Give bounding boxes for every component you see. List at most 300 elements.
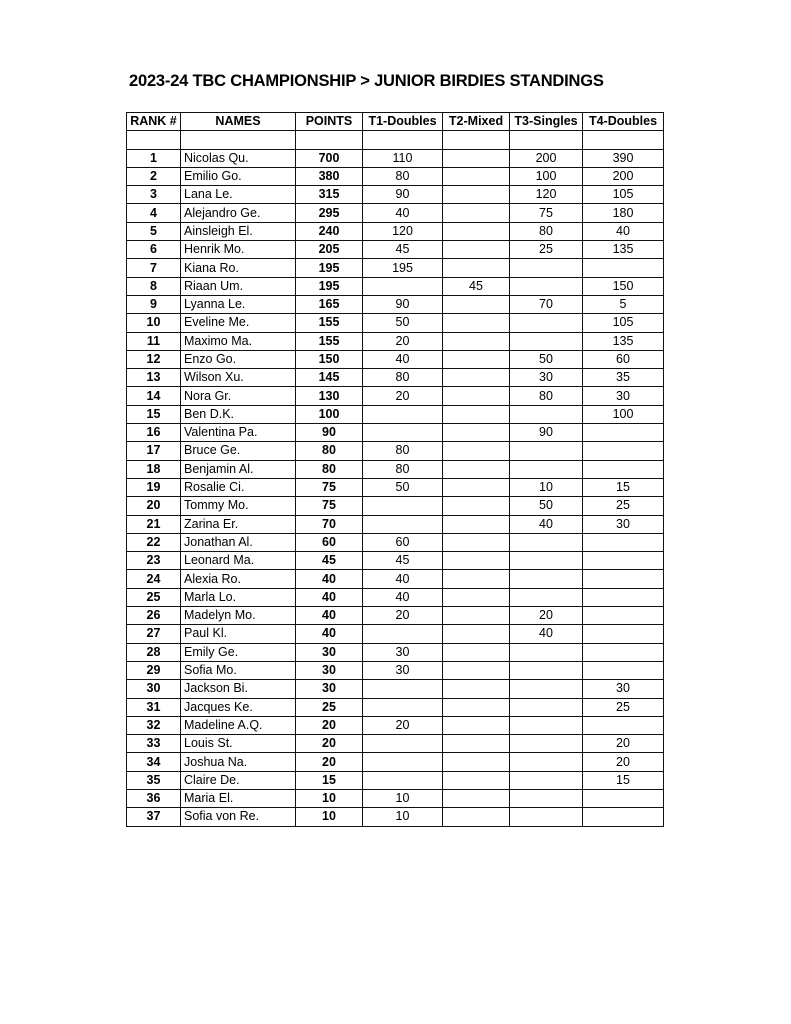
t4-doubles-cell: 150 — [583, 277, 664, 295]
t1-doubles-cell — [363, 625, 443, 643]
rank-cell: 3 — [127, 186, 181, 204]
points-cell: 60 — [296, 533, 363, 551]
table-row — [127, 259, 664, 277]
t4-doubles-cell — [583, 533, 664, 551]
t3-singles-cell — [510, 405, 583, 423]
rank-cell: 24 — [127, 570, 181, 588]
name-cell: Lyanna Le. — [181, 295, 296, 313]
points-cell: 155 — [296, 314, 363, 332]
t1-doubles-cell — [363, 698, 443, 716]
t3-singles-cell — [510, 588, 583, 606]
t3-singles-cell: 75 — [510, 204, 583, 222]
rank-cell: 7 — [127, 259, 181, 277]
table-row — [127, 350, 664, 368]
t2-mixed-cell — [443, 314, 510, 332]
name-cell: Zarina Er. — [181, 515, 296, 533]
name-cell: Lana Le. — [181, 186, 296, 204]
name-cell: Eveline Me. — [181, 314, 296, 332]
header-rank: RANK # — [127, 113, 181, 131]
name-cell: Madeline A.Q. — [181, 716, 296, 734]
t3-singles-cell: 100 — [510, 167, 583, 185]
name-cell: Ainsleigh El. — [181, 222, 296, 240]
t2-mixed-cell — [443, 424, 510, 442]
points-cell: 380 — [296, 167, 363, 185]
t4-doubles-cell — [583, 552, 664, 570]
t4-doubles-cell: 15 — [583, 478, 664, 496]
table-row — [127, 808, 664, 826]
rank-cell: 25 — [127, 588, 181, 606]
t2-mixed-cell — [443, 771, 510, 789]
table-row — [127, 204, 664, 222]
name-cell: Alexia Ro. — [181, 570, 296, 588]
table-row — [127, 277, 664, 295]
t1-doubles-cell: 40 — [363, 588, 443, 606]
name-cell: Jacques Ke. — [181, 698, 296, 716]
t4-doubles-cell: 30 — [583, 515, 664, 533]
t3-singles-cell: 90 — [510, 424, 583, 442]
t2-mixed-cell — [443, 680, 510, 698]
name-cell: Nora Gr. — [181, 387, 296, 405]
rank-cell: 12 — [127, 350, 181, 368]
t2-mixed-cell — [443, 460, 510, 478]
table-row — [127, 149, 664, 167]
t1-doubles-cell — [363, 424, 443, 442]
rank-cell: 15 — [127, 405, 181, 423]
t2-mixed-cell — [443, 149, 510, 167]
t1-doubles-cell: 45 — [363, 552, 443, 570]
table-row — [127, 643, 664, 661]
t1-doubles-cell: 40 — [363, 350, 443, 368]
table-row — [127, 222, 664, 240]
rank-cell: 10 — [127, 314, 181, 332]
rank-cell: 17 — [127, 442, 181, 460]
t2-mixed-cell — [443, 552, 510, 570]
t2-mixed-cell — [443, 716, 510, 734]
t2-mixed-cell — [443, 167, 510, 185]
table-row — [127, 789, 664, 807]
t3-singles-cell: 70 — [510, 295, 583, 313]
t1-doubles-cell: 120 — [363, 222, 443, 240]
t4-doubles-cell: 40 — [583, 222, 664, 240]
rank-cell: 5 — [127, 222, 181, 240]
t4-doubles-cell — [583, 661, 664, 679]
points-cell: 45 — [296, 552, 363, 570]
points-cell: 70 — [296, 515, 363, 533]
table-row — [127, 295, 664, 313]
header-points: POINTS — [296, 113, 363, 131]
t3-singles-cell: 80 — [510, 387, 583, 405]
points-cell: 130 — [296, 387, 363, 405]
t1-doubles-cell: 20 — [363, 387, 443, 405]
rank-cell: 1 — [127, 149, 181, 167]
t2-mixed-cell — [443, 515, 510, 533]
rank-cell: 34 — [127, 753, 181, 771]
points-cell: 40 — [296, 570, 363, 588]
points-cell: 240 — [296, 222, 363, 240]
t1-doubles-cell — [363, 753, 443, 771]
t3-singles-cell — [510, 570, 583, 588]
t4-doubles-cell: 100 — [583, 405, 664, 423]
t3-singles-cell — [510, 661, 583, 679]
rank-cell: 14 — [127, 387, 181, 405]
t3-singles-cell — [510, 460, 583, 478]
t1-doubles-cell — [363, 771, 443, 789]
table-row — [127, 478, 664, 496]
t3-singles-cell: 40 — [510, 515, 583, 533]
points-cell: 40 — [296, 607, 363, 625]
t2-mixed-cell — [443, 607, 510, 625]
t1-doubles-cell — [363, 497, 443, 515]
t1-doubles-cell: 80 — [363, 369, 443, 387]
t4-doubles-cell: 15 — [583, 771, 664, 789]
t2-mixed-cell — [443, 661, 510, 679]
t2-mixed-cell — [443, 808, 510, 826]
rank-cell: 36 — [127, 789, 181, 807]
rank-cell: 20 — [127, 497, 181, 515]
points-cell: 80 — [296, 442, 363, 460]
blank-cell — [583, 131, 664, 149]
t3-singles-cell — [510, 808, 583, 826]
rank-cell: 8 — [127, 277, 181, 295]
t3-singles-cell: 30 — [510, 369, 583, 387]
points-cell: 15 — [296, 771, 363, 789]
points-cell: 40 — [296, 588, 363, 606]
table-row — [127, 186, 664, 204]
table-row — [127, 753, 664, 771]
t1-doubles-cell: 50 — [363, 478, 443, 496]
t1-doubles-cell — [363, 515, 443, 533]
name-cell: Benjamin Al. — [181, 460, 296, 478]
t3-singles-cell — [510, 643, 583, 661]
standings-body — [127, 149, 664, 826]
t4-doubles-cell: 135 — [583, 241, 664, 259]
t3-singles-cell — [510, 680, 583, 698]
t4-doubles-cell: 390 — [583, 149, 664, 167]
name-cell: Jonathan Al. — [181, 533, 296, 551]
name-cell: Nicolas Qu. — [181, 149, 296, 167]
points-cell: 10 — [296, 808, 363, 826]
t2-mixed-cell — [443, 350, 510, 368]
table-row — [127, 332, 664, 350]
t1-doubles-cell: 50 — [363, 314, 443, 332]
t4-doubles-cell — [583, 460, 664, 478]
t1-doubles-cell: 45 — [363, 241, 443, 259]
name-cell: Maximo Ma. — [181, 332, 296, 350]
table-row — [127, 460, 664, 478]
t4-doubles-cell: 105 — [583, 314, 664, 332]
t1-doubles-cell: 90 — [363, 186, 443, 204]
t4-doubles-cell — [583, 424, 664, 442]
t2-mixed-cell — [443, 442, 510, 460]
t1-doubles-cell — [363, 277, 443, 295]
t4-doubles-cell: 30 — [583, 680, 664, 698]
name-cell: Alejandro Ge. — [181, 204, 296, 222]
header-names: NAMES — [181, 113, 296, 131]
rank-cell: 33 — [127, 735, 181, 753]
standings-table — [126, 112, 664, 827]
points-cell: 30 — [296, 680, 363, 698]
t3-singles-cell — [510, 533, 583, 551]
rank-cell: 2 — [127, 167, 181, 185]
table-row — [127, 552, 664, 570]
name-cell: Enzo Go. — [181, 350, 296, 368]
t1-doubles-cell: 10 — [363, 808, 443, 826]
points-cell: 20 — [296, 735, 363, 753]
header-t4-doubles: T4-Doubles — [583, 113, 664, 131]
t3-singles-cell: 120 — [510, 186, 583, 204]
t1-doubles-cell: 60 — [363, 533, 443, 551]
rank-cell: 21 — [127, 515, 181, 533]
points-cell: 315 — [296, 186, 363, 204]
t3-singles-cell — [510, 332, 583, 350]
t1-doubles-cell — [363, 735, 443, 753]
t2-mixed-cell — [443, 753, 510, 771]
points-cell: 10 — [296, 789, 363, 807]
table-row — [127, 607, 664, 625]
t2-mixed-cell — [443, 405, 510, 423]
rank-cell: 28 — [127, 643, 181, 661]
t2-mixed-cell — [443, 186, 510, 204]
t4-doubles-cell: 35 — [583, 369, 664, 387]
t4-doubles-cell — [583, 588, 664, 606]
t3-singles-cell: 20 — [510, 607, 583, 625]
t1-doubles-cell: 90 — [363, 295, 443, 313]
name-cell: Emily Ge. — [181, 643, 296, 661]
points-cell: 80 — [296, 460, 363, 478]
t3-singles-cell — [510, 442, 583, 460]
name-cell: Kiana Ro. — [181, 259, 296, 277]
points-cell: 165 — [296, 295, 363, 313]
t3-singles-cell — [510, 753, 583, 771]
t3-singles-cell: 10 — [510, 478, 583, 496]
points-cell: 195 — [296, 277, 363, 295]
t3-singles-cell — [510, 259, 583, 277]
table-row — [127, 716, 664, 734]
t4-doubles-cell: 20 — [583, 753, 664, 771]
table-row — [127, 167, 664, 185]
points-cell: 90 — [296, 424, 363, 442]
t2-mixed-cell — [443, 222, 510, 240]
table-row — [127, 771, 664, 789]
t1-doubles-cell: 20 — [363, 332, 443, 350]
t1-doubles-cell: 30 — [363, 643, 443, 661]
t2-mixed-cell — [443, 735, 510, 753]
header-row — [127, 113, 664, 131]
rank-cell: 31 — [127, 698, 181, 716]
name-cell: Paul Kl. — [181, 625, 296, 643]
points-cell: 20 — [296, 753, 363, 771]
t2-mixed-cell — [443, 698, 510, 716]
blank-cell — [510, 131, 583, 149]
name-cell: Joshua Na. — [181, 753, 296, 771]
name-cell: Henrik Mo. — [181, 241, 296, 259]
t2-mixed-cell — [443, 625, 510, 643]
points-cell: 30 — [296, 661, 363, 679]
rank-cell: 30 — [127, 680, 181, 698]
t2-mixed-cell — [443, 241, 510, 259]
t3-singles-cell: 80 — [510, 222, 583, 240]
table-row — [127, 442, 664, 460]
t1-doubles-cell: 20 — [363, 607, 443, 625]
name-cell: Wilson Xu. — [181, 369, 296, 387]
table-row — [127, 369, 664, 387]
name-cell: Emilio Go. — [181, 167, 296, 185]
rank-cell: 23 — [127, 552, 181, 570]
blank-cell — [443, 131, 510, 149]
t2-mixed-cell — [443, 369, 510, 387]
t3-singles-cell: 25 — [510, 241, 583, 259]
blank-cell — [296, 131, 363, 149]
name-cell: Maria El. — [181, 789, 296, 807]
table-row — [127, 314, 664, 332]
points-cell: 155 — [296, 332, 363, 350]
rank-cell: 18 — [127, 460, 181, 478]
t3-singles-cell: 40 — [510, 625, 583, 643]
name-cell: Leonard Ma. — [181, 552, 296, 570]
t4-doubles-cell: 25 — [583, 698, 664, 716]
t3-singles-cell — [510, 771, 583, 789]
t4-doubles-cell — [583, 625, 664, 643]
t1-doubles-cell: 80 — [363, 460, 443, 478]
t1-doubles-cell: 110 — [363, 149, 443, 167]
t4-doubles-cell: 200 — [583, 167, 664, 185]
t2-mixed-cell — [443, 478, 510, 496]
t2-mixed-cell — [443, 497, 510, 515]
points-cell: 75 — [296, 497, 363, 515]
t3-singles-cell — [510, 735, 583, 753]
rank-cell: 32 — [127, 716, 181, 734]
t2-mixed-cell — [443, 533, 510, 551]
t4-doubles-cell: 60 — [583, 350, 664, 368]
points-cell: 145 — [296, 369, 363, 387]
points-cell: 205 — [296, 241, 363, 259]
t4-doubles-cell: 105 — [583, 186, 664, 204]
t1-doubles-cell: 40 — [363, 570, 443, 588]
name-cell: Rosalie Ci. — [181, 478, 296, 496]
t3-singles-cell — [510, 552, 583, 570]
t4-doubles-cell — [583, 716, 664, 734]
name-cell: Sofia von Re. — [181, 808, 296, 826]
t4-doubles-cell: 180 — [583, 204, 664, 222]
t2-mixed-cell — [443, 295, 510, 313]
rank-cell: 37 — [127, 808, 181, 826]
table-row — [127, 241, 664, 259]
table-row — [127, 424, 664, 442]
t4-doubles-cell: 30 — [583, 387, 664, 405]
t1-doubles-cell: 195 — [363, 259, 443, 277]
t3-singles-cell — [510, 277, 583, 295]
name-cell: Marla Lo. — [181, 588, 296, 606]
t3-singles-cell: 50 — [510, 497, 583, 515]
t4-doubles-cell — [583, 789, 664, 807]
t1-doubles-cell — [363, 405, 443, 423]
t4-doubles-cell: 20 — [583, 735, 664, 753]
points-cell: 295 — [296, 204, 363, 222]
header-t2-mixed: T2-Mixed — [443, 113, 510, 131]
table-row — [127, 533, 664, 551]
t2-mixed-cell: 45 — [443, 277, 510, 295]
t2-mixed-cell — [443, 387, 510, 405]
name-cell: Riaan Um. — [181, 277, 296, 295]
t1-doubles-cell: 80 — [363, 442, 443, 460]
t3-singles-cell — [510, 698, 583, 716]
t4-doubles-cell: 25 — [583, 497, 664, 515]
t3-singles-cell: 50 — [510, 350, 583, 368]
name-cell: Claire De. — [181, 771, 296, 789]
t2-mixed-cell — [443, 588, 510, 606]
blank-cell — [127, 131, 181, 149]
t4-doubles-cell: 5 — [583, 295, 664, 313]
t4-doubles-cell — [583, 643, 664, 661]
t4-doubles-cell — [583, 607, 664, 625]
t2-mixed-cell — [443, 643, 510, 661]
table-row — [127, 698, 664, 716]
rank-cell: 11 — [127, 332, 181, 350]
rank-cell: 19 — [127, 478, 181, 496]
blank-cell — [363, 131, 443, 149]
name-cell: Jackson Bi. — [181, 680, 296, 698]
t1-doubles-cell: 20 — [363, 716, 443, 734]
name-cell: Tommy Mo. — [181, 497, 296, 515]
table-row — [127, 680, 664, 698]
points-cell: 30 — [296, 643, 363, 661]
name-cell: Sofia Mo. — [181, 661, 296, 679]
t1-doubles-cell: 40 — [363, 204, 443, 222]
rank-cell: 35 — [127, 771, 181, 789]
t3-singles-cell: 200 — [510, 149, 583, 167]
t3-singles-cell — [510, 314, 583, 332]
t1-doubles-cell — [363, 680, 443, 698]
table-row — [127, 570, 664, 588]
name-cell: Valentina Pa. — [181, 424, 296, 442]
name-cell: Madelyn Mo. — [181, 607, 296, 625]
points-cell: 75 — [296, 478, 363, 496]
rank-cell: 27 — [127, 625, 181, 643]
table-row — [127, 497, 664, 515]
header-t1-doubles: T1-Doubles — [363, 113, 443, 131]
blank-cell — [181, 131, 296, 149]
table-row — [127, 405, 664, 423]
name-cell: Bruce Ge. — [181, 442, 296, 460]
t4-doubles-cell — [583, 570, 664, 588]
t4-doubles-cell — [583, 259, 664, 277]
rank-cell: 29 — [127, 661, 181, 679]
t4-doubles-cell — [583, 808, 664, 826]
t1-doubles-cell: 80 — [363, 167, 443, 185]
table-row — [127, 661, 664, 679]
t3-singles-cell — [510, 716, 583, 734]
points-cell: 100 — [296, 405, 363, 423]
blank-row — [127, 131, 664, 149]
rank-cell: 6 — [127, 241, 181, 259]
rank-cell: 4 — [127, 204, 181, 222]
rank-cell: 26 — [127, 607, 181, 625]
rank-cell: 16 — [127, 424, 181, 442]
t2-mixed-cell — [443, 332, 510, 350]
t2-mixed-cell — [443, 259, 510, 277]
rank-cell: 9 — [127, 295, 181, 313]
t2-mixed-cell — [443, 204, 510, 222]
t4-doubles-cell — [583, 442, 664, 460]
points-cell: 700 — [296, 149, 363, 167]
rank-cell: 13 — [127, 369, 181, 387]
name-cell: Louis St. — [181, 735, 296, 753]
t2-mixed-cell — [443, 570, 510, 588]
points-cell: 40 — [296, 625, 363, 643]
table-row — [127, 387, 664, 405]
points-cell: 25 — [296, 698, 363, 716]
points-cell: 20 — [296, 716, 363, 734]
